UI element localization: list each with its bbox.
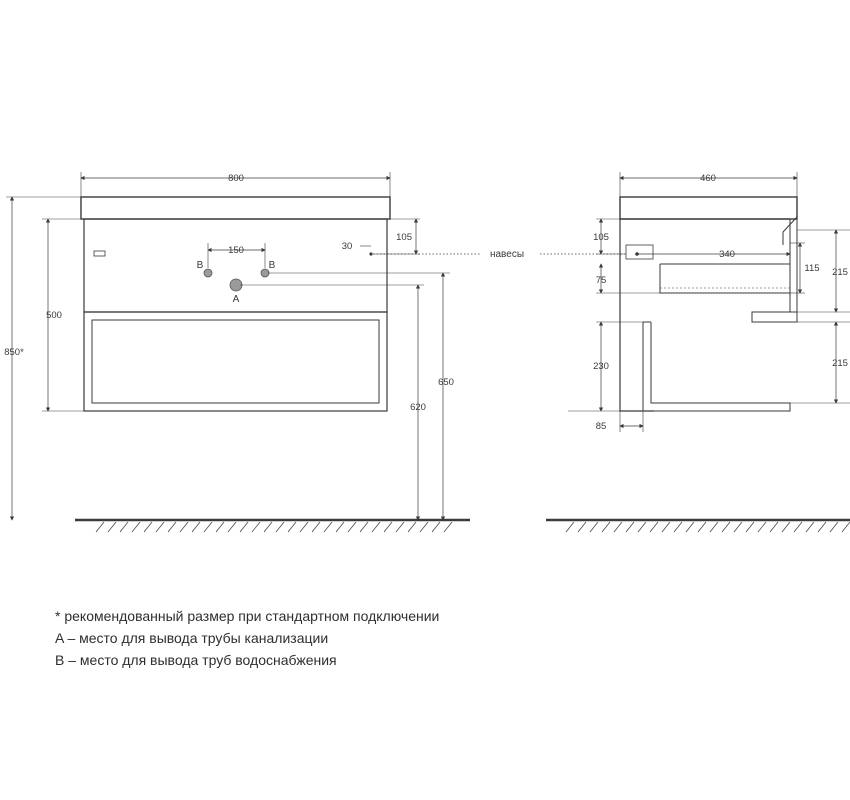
label-a: A <box>232 294 240 305</box>
front-logo-mark <box>94 251 105 256</box>
label-85: 85 <box>595 421 607 432</box>
front-view <box>6 172 625 532</box>
label-hinges: навесы <box>489 249 525 260</box>
label-75: 75 <box>595 275 607 286</box>
front-floor-hatch <box>96 522 452 532</box>
side-floor-hatch <box>566 522 850 532</box>
label-105-front: 105 <box>396 232 412 243</box>
hole-b-left <box>204 269 212 277</box>
side-view <box>546 172 850 532</box>
label-b-right: B <box>268 260 276 271</box>
label-215-bottom: 215 <box>832 358 848 369</box>
label-150: 150 <box>228 245 244 256</box>
front-drawer-inner <box>92 320 379 403</box>
label-30: 30 <box>341 241 353 252</box>
label-105-side: 105 <box>593 232 609 243</box>
side-hinge-bracket <box>626 245 653 259</box>
side-countertop <box>620 197 797 219</box>
label-460: 460 <box>700 173 716 184</box>
front-countertop <box>81 197 390 219</box>
label-340: 340 <box>719 249 735 260</box>
label-500-h: 500 <box>46 310 62 321</box>
side-body-outline <box>620 219 790 411</box>
label-230: 230 <box>593 361 609 372</box>
side-drawer-inner <box>643 322 790 411</box>
label-650: 650 <box>438 377 454 388</box>
label-800: 800 <box>228 173 244 184</box>
side-back-panel <box>790 219 797 312</box>
label-215-top: 215 <box>832 267 848 278</box>
note-b: B – место для вывода труб водоснабжения <box>55 652 337 668</box>
notes <box>55 605 439 671</box>
front-drawer-outer <box>84 312 387 411</box>
label-620: 620 <box>410 402 426 413</box>
note-recommended: * рекомендованный размер при стандартном подключении <box>55 608 440 624</box>
side-shelf <box>660 264 790 293</box>
note-a: A – место для вывода трубы канализации <box>55 630 329 646</box>
side-ledge <box>752 312 797 322</box>
label-b-left: B <box>196 260 204 271</box>
label-115: 115 <box>804 263 820 274</box>
label-850: 850* <box>4 347 24 358</box>
hinge-dot <box>369 252 372 255</box>
